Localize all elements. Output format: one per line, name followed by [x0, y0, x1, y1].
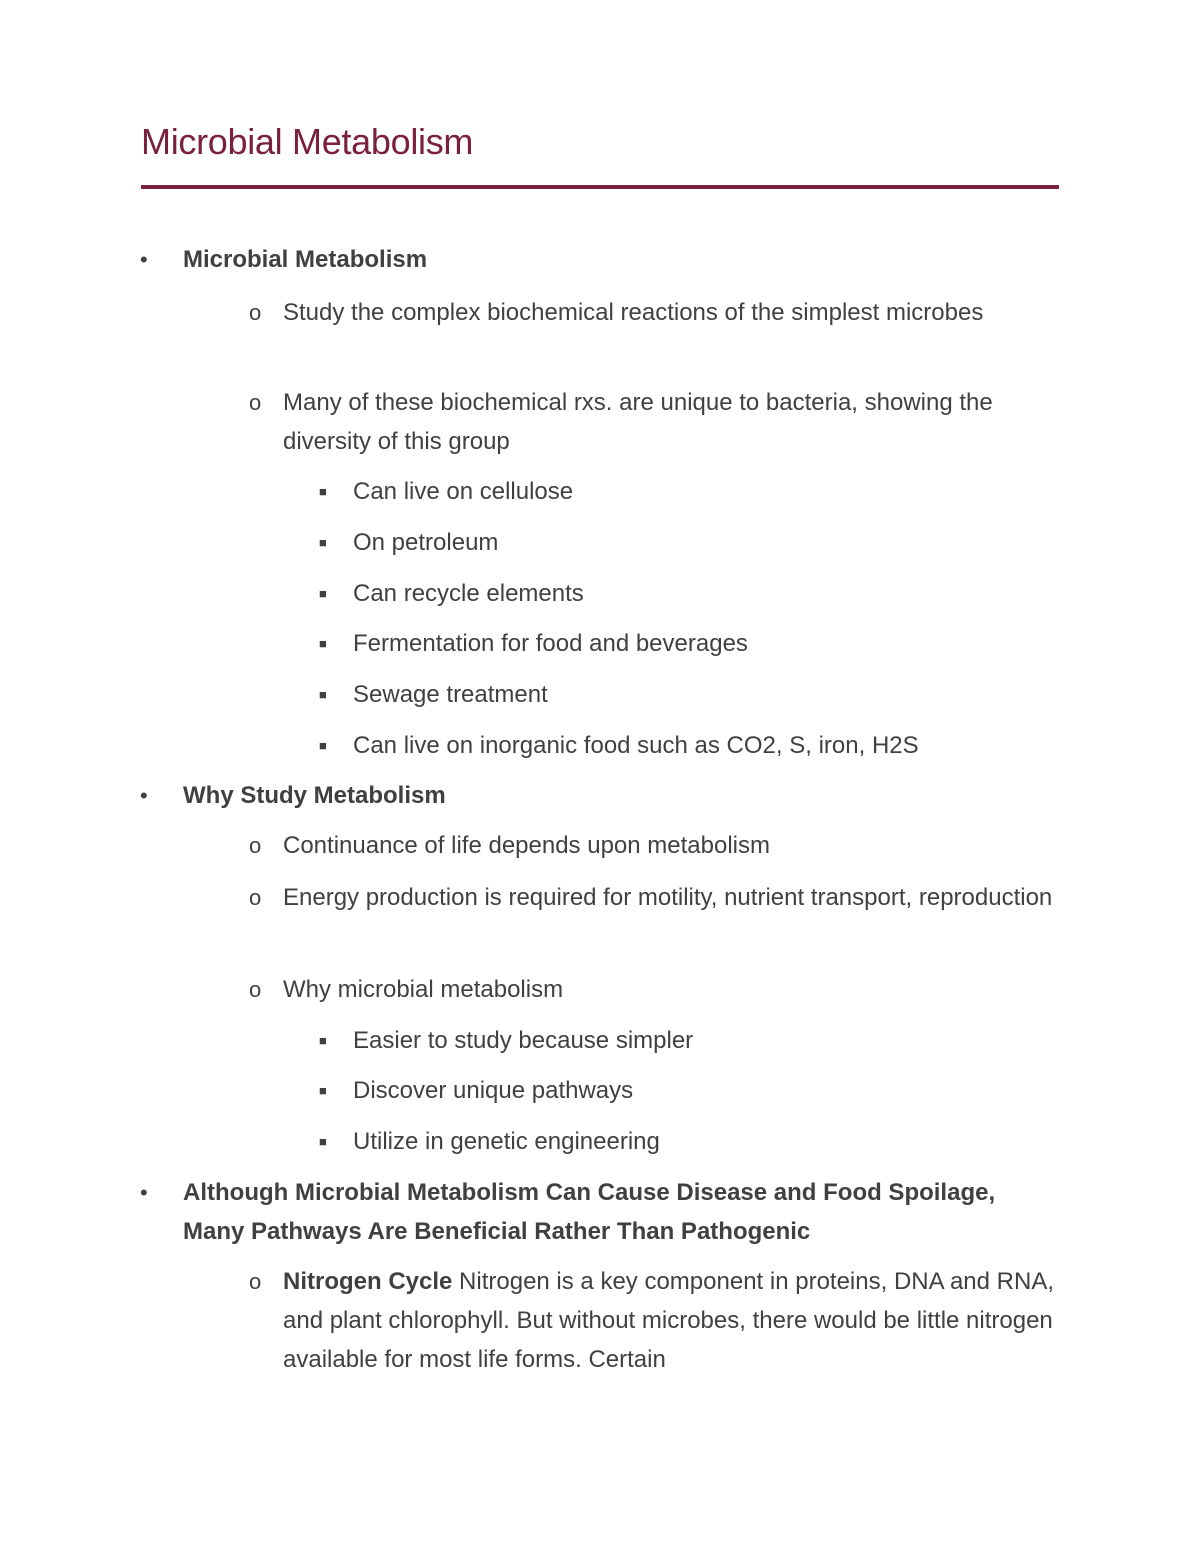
bullet-dot-icon: •: [140, 247, 148, 272]
list-item: [283, 1262, 1059, 1379]
section-heading: Microbial Metabolism: [183, 246, 428, 273]
square-bullet-icon: ■: [319, 1134, 327, 1149]
list-item: Continuance of life depends upon metabolism: [283, 832, 770, 859]
sub-list-item: Sewage treatment: [353, 681, 548, 708]
circle-bullet-icon: o: [249, 885, 262, 910]
square-bullet-icon: ■: [319, 1033, 327, 1048]
circle-bullet-icon: o: [249, 833, 262, 858]
circle-bullet-icon: o: [249, 1269, 262, 1294]
sub-list-item: Can live on inorganic food such as CO2, S, iron, H2S: [353, 732, 919, 759]
list-item: Why microbial metabolism: [283, 976, 564, 1003]
circle-bullet-icon: o: [249, 390, 262, 415]
square-bullet-icon: ■: [319, 484, 327, 499]
square-bullet-icon: ■: [319, 687, 327, 702]
list-item: Study the complex biochemical reactions of the simplest microbes: [283, 299, 984, 326]
square-bullet-icon: ■: [319, 636, 327, 651]
circle-bullet-icon: o: [249, 977, 262, 1002]
bullet-dot-icon: •: [140, 783, 148, 808]
sub-list-item: Fermentation for food and beverages: [353, 630, 748, 657]
section-heading: Although Microbial Metabolism Can Cause Disease and Food Spoilage, Many Pathways Are Beneficial Rather Than Pathogenic: [183, 1179, 996, 1245]
square-bullet-icon: ■: [319, 738, 327, 753]
sub-list-item: Can live on cellulose: [353, 478, 574, 505]
nitrogen-cycle-label: Nitrogen Cycle: [283, 1268, 453, 1295]
sub-list-item: Discover unique pathways: [353, 1077, 634, 1104]
circle-bullet-icon: o: [249, 300, 262, 325]
sub-list-item: Can recycle elements: [353, 580, 584, 607]
title-divider: [141, 185, 1059, 189]
sub-list-item: On petroleum: [353, 529, 499, 556]
bullet-dot-icon: •: [140, 1180, 148, 1205]
square-bullet-icon: ■: [319, 535, 327, 550]
list-item: Many of these biochemical rxs. are unique to bacteria, showing the diversity of this group: [283, 389, 993, 455]
nitrogen-cycle-text: Nitrogen is a key component in proteins, DNA and RNA, and plant chlorophyll. But without microbes, there would be little nitrogen available for most life forms. Certain: [283, 1268, 1055, 1373]
list-item: Energy production is required for motility, nutrient transport, reproduction: [283, 884, 1053, 911]
square-bullet-icon: ■: [319, 586, 327, 601]
sub-list-item: Easier to study because simpler: [353, 1027, 694, 1054]
page-title: Microbial Metabolism: [141, 121, 474, 162]
sub-list-item: Utilize in genetic engineering: [353, 1128, 660, 1155]
square-bullet-icon: ■: [319, 1083, 327, 1098]
section-heading: Why Study Metabolism: [183, 782, 446, 809]
